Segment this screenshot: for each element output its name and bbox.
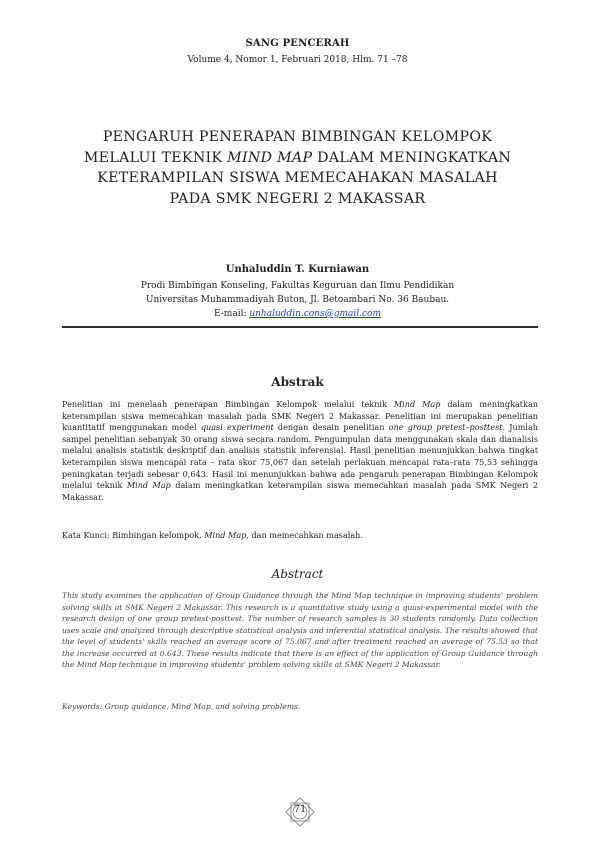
abstrak-em-3: one group pretest–posttest <box>388 422 503 433</box>
abstrak-text-3: dengan desain penelitian <box>273 422 389 433</box>
abstrak-text-2: dalam meningkatkan keterampilan siswa memecahkan masalah pada SMK Negeri 2 Makassar. Penelitian ini merupakan penelitian kuantitatif menggunakan model <box>62 399 538 433</box>
header-divider <box>62 326 538 328</box>
kata-kunci-label: Kata Kunci <box>62 530 107 540</box>
abstract-body: This study examines the application of Group Guidance through the Mind Map technique in improving students' problem solving skills at SMK Negeri 2 Makassar. This research is a quantitative study using a quasi-experimental model with the research design of one group pretest-posttest. The number of research samples is 30 students randomly. Data collection uses scale and analyzed through descriptive statistical analysis and inferential statistical analysis. The results showed that the level of students' skills reached an average score of 75.067 and after treatment reached an average of 75.53 so that the increase occurred at 0.643. These results indicate that there is an effect of the application of Group Guidance through the Mind Map technique in improving students' problem solving skills at SMK Negeri 2 Makassar. <box>62 591 538 669</box>
journal-volume: Volume 4, Nomor 1, Februari 2018, Hlm. 71 –78 <box>187 55 408 65</box>
abstrak-body <box>62 399 538 503</box>
journal-name: SANG PENCERAH <box>245 38 350 49</box>
abstrak-em-2: quasi experiment <box>200 422 274 433</box>
kata-kunci-text-2: dan memecahkan masalah. <box>248 530 363 540</box>
author-affiliation-1: Prodi Bimbingan Konseling, Fakultas Keguruan dan Ilmu Pendidikan <box>140 281 455 291</box>
page-number: 71 <box>293 804 307 815</box>
author-email-line <box>0 309 595 319</box>
title-line-3: KETERAMPILAN SISWA MEMECAHAKAN MASALAH <box>97 170 498 186</box>
kata-kunci-text-1: : Bimbingan kelompok, <box>106 530 205 540</box>
email-label: E-mail: <box>214 309 250 319</box>
title-line-1: PENGARUH PENERAPAN BIMBINGAN KELOMPOK <box>102 129 493 145</box>
email-link[interactable]: unhaluddin.cons@gmail.com <box>249 309 381 319</box>
title-line-2-post: DALAM MENINGKATKAN <box>312 149 512 166</box>
abstract-heading: Abstract <box>271 567 324 581</box>
abstrak-text-4: . Jumlah sampel penelitian sebanyak 30 orang siswa secara random. Pengumpulan data menggunakan skala dan dianalisis melalui analisis statistik deskriptif dan analisis statistik inferensial. Hasil penelitian menunjukkan bahwa tingkat keterampilan siswa mencapai rata – rata skor 75,067 dan setelah perlakuan mencapai rata–rata 75,53 sehingga peningkatan terjadi sebesar 0,643. Hasil ini menunjukkan bahwa ada pengaruh penerapan Bimbingan Kelompok melalui teknik <box>62 422 539 491</box>
author-affiliation-2: Universitas Muhammadiyah Buton, Jl. Betoambari No. 36 Baubau. <box>145 295 450 305</box>
paper-title <box>40 127 555 209</box>
title-line-4: PADA SMK NEGERI 2 MAKASSAR <box>169 190 426 207</box>
abstrak-em-4: Mind Map <box>126 480 171 491</box>
title-line-2 <box>40 148 555 169</box>
abstrak-heading: Abstrak <box>271 375 324 389</box>
kata-kunci <box>62 530 538 540</box>
keywords: Keywords: Group guidance, Mind Map, and solving problems. <box>62 702 301 711</box>
abstrak-text-1: Penelitian ini menelaah penerapan Bimbingan Kelompok melalui teknik <box>62 399 394 409</box>
title-line-2-em: MIND MAP <box>227 149 313 166</box>
author-name: Unhaluddin T. Kurniawan <box>225 264 370 275</box>
kata-kunci-em: Mind Map, <box>204 530 249 540</box>
abstrak-text-5: dalam meningkatkan keterampilan siswa memecahkan masalah pada SMK Negeri 2 Makassar. <box>62 480 538 502</box>
abstrak-em-1: Mind Map <box>393 399 441 409</box>
title-line-2-pre: MELALUI TEKNIK <box>83 149 228 166</box>
